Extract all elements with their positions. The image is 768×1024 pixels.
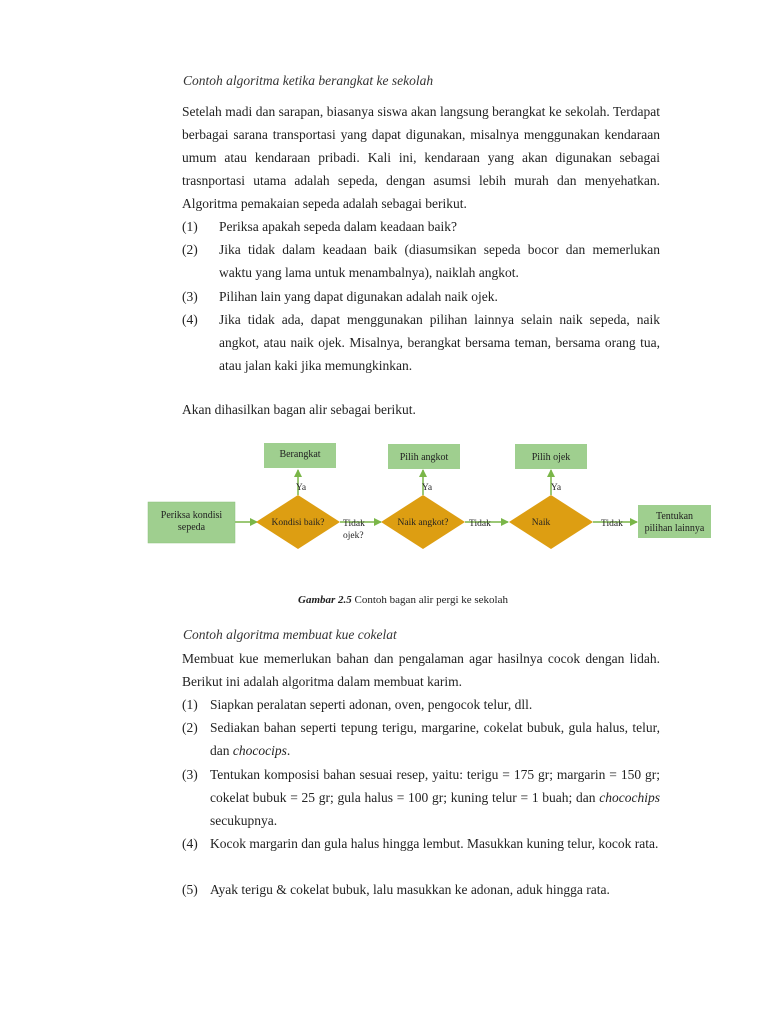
box-angkot-label: Pilih angkot <box>399 452 449 463</box>
step-number: (2) <box>182 720 198 735</box>
decision2-label: Naik angkot? <box>397 518 449 528</box>
no-label-1: Tidak <box>343 519 365 529</box>
flow-box-angkot <box>388 444 460 469</box>
step-text: Ayak terigu & cokelat bubuk, lalu masukkan ke adonan, aduk hingga rata. <box>210 882 610 897</box>
start-label-line1: Periksa kondisi <box>160 510 223 521</box>
figure-caption-text: Contoh bagan alir pergi ke sekolah <box>351 594 508 606</box>
step-number: (3) <box>182 289 198 304</box>
flow-decision-kondisi <box>256 495 340 549</box>
no-label-1-line2: ojek? <box>343 531 364 541</box>
figure-caption-label: Gambar 2.5 <box>298 594 352 606</box>
start-label-line2: sepeda <box>177 522 206 533</box>
flow-box-ojek <box>515 444 587 469</box>
decision3-label: Naik <box>531 518 551 528</box>
step-number: (3) <box>182 767 198 782</box>
flow-decision-angkot <box>381 495 465 549</box>
figure-caption <box>0 594 768 606</box>
section1-intro: Setelah madi dan sarapan, biasanya siswa akan langsung berangkat ke sekolah. Terdapat berbagai sarana transportasi yang dapat digunakan, misalnya menggunakan kendaraan umum atau kendaraan pribadi. Kali ini, kendaraan yang akan digunakan sebagai trasnportasi utama adalah sepeda, dengan asumsi lebih murah dan menyehatkan. Algoritma pemakaian sepeda adalah sebagai berikut. <box>182 104 660 211</box>
yes-label-2: Ya <box>421 483 433 493</box>
no-label-2: Tidak <box>469 519 491 529</box>
step-text: Periksa apakah sepeda dalam keadaan baik? <box>219 219 458 234</box>
yes-label-3: Ya <box>550 483 562 493</box>
step-text-em: chocochips <box>599 790 660 805</box>
box-ojek-label: Pilih ojek <box>531 452 571 463</box>
flow-box-berangkat <box>264 443 336 468</box>
section2-heading: Contoh algoritma membuat kue cokelat <box>183 627 397 642</box>
yes-label-1: Ya <box>295 483 307 493</box>
step-text-em: chococips <box>232 743 287 758</box>
end-label-line2: pilihan lainnya <box>644 523 705 534</box>
step-number: (1) <box>182 219 198 234</box>
step-text: Jika tidak ada, dapat menggunakan pilihan lainnya selain naik sepeda, naik angkot, atau naik ojek. Misalnya, berangkat bersama teman, bersama orang tua, atau jalan kaki jika memungkinkan. <box>219 312 660 373</box>
box-berangkat-label: Berangkat <box>279 449 321 460</box>
decision1-label: Kondisi baik? <box>271 518 325 528</box>
step-text-a: Sediakan bahan seperti tepung terigu, margarine, cokelat bubuk, gula halus, telur, dan <box>210 720 660 758</box>
step-text <box>210 716 660 762</box>
step-text-b: secukupnya. <box>210 813 278 828</box>
section1-heading: Contoh algoritma ketika berangkat ke sekolah <box>183 73 434 88</box>
no-label-3: Tidak <box>601 519 623 529</box>
flow-intro: Akan dihasilkan bagan alir sebagai berikut. <box>182 402 416 417</box>
step-text <box>210 763 660 832</box>
flow-end-box <box>638 505 711 538</box>
step-number: (1) <box>182 697 198 712</box>
step-number: (4) <box>182 836 198 851</box>
step-text-a: Tentukan komposisi bahan sesuai resep, yaitu: terigu = 175 gr; margarin = 150 gr; cokelat bubuk = 25 gr; gula halus = 100 gr; kuning telur = 1 buah; dan <box>210 767 660 805</box>
flow-decision-ojek <box>509 495 593 549</box>
step-text: Pilihan lain yang dapat digunakan adalah naik ojek. <box>219 289 498 304</box>
step-text: Siapkan peralatan seperti adonan, oven, pengocok telur, dll. <box>210 697 533 712</box>
step-number: (2) <box>182 242 198 257</box>
end-label-line1: Tentukan <box>655 511 694 522</box>
flow-start-box <box>148 502 235 543</box>
step-text: Jika tidak dalam keadaan baik (diasumsikan sepeda bocor dan memerlukan waktu yang lama untuk menambalnya), naiklah angkot. <box>219 242 660 280</box>
section2-intro: Membuat kue memerlukan bahan dan pengalaman agar hasilnya cocok dengan lidah. Berikut ini adalah algoritma dalam membuat karim. <box>182 651 660 689</box>
step-number: (5) <box>182 882 198 897</box>
step-text: Kocok margarin dan gula halus hingga lembut. Masukkan kuning telur, kocok rata. <box>210 836 659 851</box>
step-text-b: . <box>286 743 291 758</box>
step-number: (4) <box>182 312 198 327</box>
